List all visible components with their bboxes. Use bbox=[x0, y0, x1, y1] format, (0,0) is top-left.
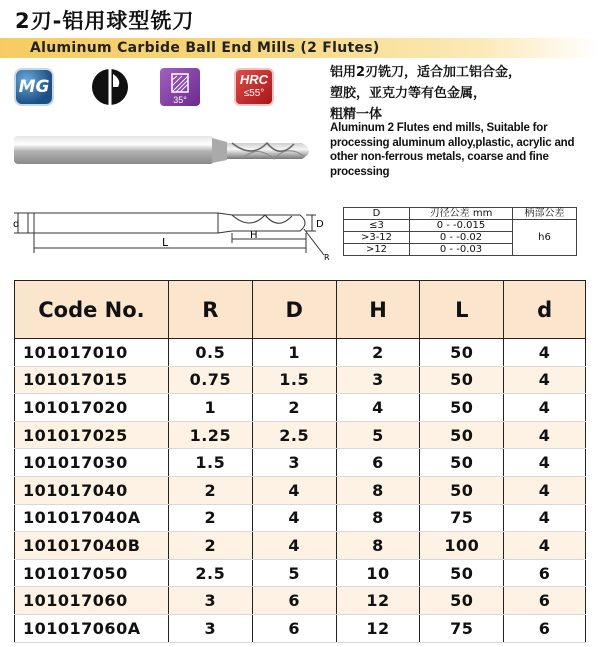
table-row bbox=[15, 421, 586, 449]
ball-nose-icon bbox=[90, 68, 130, 106]
table-cell: 101017010 bbox=[15, 339, 169, 367]
table-cell: 2 bbox=[168, 504, 252, 532]
table-cell: 4 bbox=[504, 532, 586, 560]
table-cell: 50 bbox=[420, 449, 504, 477]
col-l: L bbox=[420, 281, 504, 339]
table-cell: 2 bbox=[168, 532, 252, 560]
table-cell: 12 bbox=[336, 587, 420, 615]
end-mill-image bbox=[12, 126, 320, 186]
table-cell: 101017015 bbox=[15, 366, 169, 394]
col-h: H bbox=[336, 281, 420, 339]
table-cell: 8 bbox=[336, 476, 420, 504]
dimension-drawing bbox=[10, 203, 340, 261]
table-cell: 6 bbox=[252, 587, 336, 615]
table-cell: 4 bbox=[504, 394, 586, 422]
table-cell: 101017040B bbox=[15, 532, 169, 560]
table-cell: 1.25 bbox=[168, 421, 252, 449]
table-cell: 50 bbox=[420, 394, 504, 422]
table-cell: 0.5 bbox=[168, 339, 252, 367]
table-cell: 2.5 bbox=[168, 559, 252, 587]
col-d-lower: d bbox=[504, 281, 586, 339]
table-cell: 50 bbox=[420, 339, 504, 367]
table-cell: 6 bbox=[252, 614, 336, 642]
table-cell: 2 bbox=[252, 394, 336, 422]
table-row bbox=[15, 394, 586, 422]
table-cell: 4 bbox=[504, 476, 586, 504]
table-cell: 4 bbox=[504, 339, 586, 367]
tolerance-table: D 刃径公差 mm 柄部公差 ≤3 0 - -0.015 h6 >3-12 0 - -0.02 >12 0 - -0.03 bbox=[343, 207, 577, 256]
table-cell: 4 bbox=[252, 532, 336, 560]
table-cell: 2.5 bbox=[252, 421, 336, 449]
table-cell: 4 bbox=[252, 504, 336, 532]
dim-D-label: D bbox=[316, 219, 324, 230]
table-cell: 4 bbox=[252, 476, 336, 504]
table-cell: 8 bbox=[336, 532, 420, 560]
table-cell: 6 bbox=[504, 614, 586, 642]
table-cell: 101017060A bbox=[15, 614, 169, 642]
table-cell: 75 bbox=[420, 614, 504, 642]
table-row bbox=[15, 504, 586, 532]
table-cell: 50 bbox=[420, 587, 504, 615]
table-row bbox=[15, 476, 586, 504]
table-cell: 6 bbox=[504, 587, 586, 615]
table-cell: 3 bbox=[336, 366, 420, 394]
dim-d-label: d bbox=[13, 219, 20, 230]
table-cell: 4 bbox=[504, 421, 586, 449]
table-cell: 50 bbox=[420, 366, 504, 394]
table-row bbox=[15, 339, 586, 367]
table-cell: 50 bbox=[420, 559, 504, 587]
table-cell: 3 bbox=[168, 614, 252, 642]
table-cell: 2 bbox=[336, 339, 420, 367]
hrc-hardness-badge: HRC ≤55° bbox=[234, 68, 274, 106]
col-code: Code No. bbox=[15, 281, 169, 339]
table-cell: 101017040 bbox=[15, 476, 169, 504]
table-cell: 1 bbox=[252, 339, 336, 367]
page-subtitle: Aluminum Carbide Ball End Mills (2 Flutes) bbox=[30, 40, 380, 56]
table-cell: 3 bbox=[252, 449, 336, 477]
table-cell: 12 bbox=[336, 614, 420, 642]
table-cell: 10 bbox=[336, 559, 420, 587]
dim-R-label: R bbox=[324, 253, 330, 261]
dim-L-label: L bbox=[162, 236, 169, 249]
table-row bbox=[15, 614, 586, 642]
table-cell: 4 bbox=[336, 394, 420, 422]
helix-angle-icon: 35° bbox=[160, 68, 200, 106]
table-row bbox=[15, 366, 586, 394]
table-cell: 101017030 bbox=[15, 449, 169, 477]
table-row bbox=[15, 449, 586, 477]
table-cell: 8 bbox=[336, 504, 420, 532]
table-cell: 5 bbox=[336, 421, 420, 449]
table-cell: 101017025 bbox=[15, 421, 169, 449]
table-cell: 5 bbox=[252, 559, 336, 587]
table-row bbox=[15, 532, 586, 560]
table-cell: 4 bbox=[504, 366, 586, 394]
table-cell: 0.75 bbox=[168, 366, 252, 394]
table-cell: 101017060 bbox=[15, 587, 169, 615]
spec-table bbox=[14, 280, 586, 643]
table-cell: 6 bbox=[504, 559, 586, 587]
table-cell: 6 bbox=[336, 449, 420, 477]
table-cell: 1 bbox=[168, 394, 252, 422]
description-en: Aluminum 2 Flutes end mills, Suitable for processing aluminum alloy,plastic, acrylic and other non-ferrous metals, coarse and fine processing bbox=[330, 122, 575, 178]
mg-material-badge: MG bbox=[14, 68, 54, 106]
dim-H-label: H bbox=[250, 230, 258, 241]
table-cell: 101017040A bbox=[15, 504, 169, 532]
description-cn: 铝用2刃铣刀，适合加工铝合金， 塑胶，亚克力等有色金属， 粗精一体 bbox=[330, 65, 522, 122]
table-row bbox=[15, 559, 586, 587]
table-cell: 100 bbox=[420, 532, 504, 560]
table-cell: 4 bbox=[504, 449, 586, 477]
table-cell: 1.5 bbox=[168, 449, 252, 477]
table-cell: 101017050 bbox=[15, 559, 169, 587]
table-cell: 1.5 bbox=[252, 366, 336, 394]
table-cell: 101017020 bbox=[15, 394, 169, 422]
table-row bbox=[15, 587, 586, 615]
table-cell: 4 bbox=[504, 504, 586, 532]
page-title: 2刃-铝用球型铣刀 bbox=[15, 9, 195, 33]
table-cell: 50 bbox=[420, 476, 504, 504]
table-cell: 2 bbox=[168, 476, 252, 504]
table-cell: 3 bbox=[168, 587, 252, 615]
col-d-upper: D bbox=[252, 281, 336, 339]
table-cell: 75 bbox=[420, 504, 504, 532]
col-r: R bbox=[168, 281, 252, 339]
table-cell: 50 bbox=[420, 421, 504, 449]
